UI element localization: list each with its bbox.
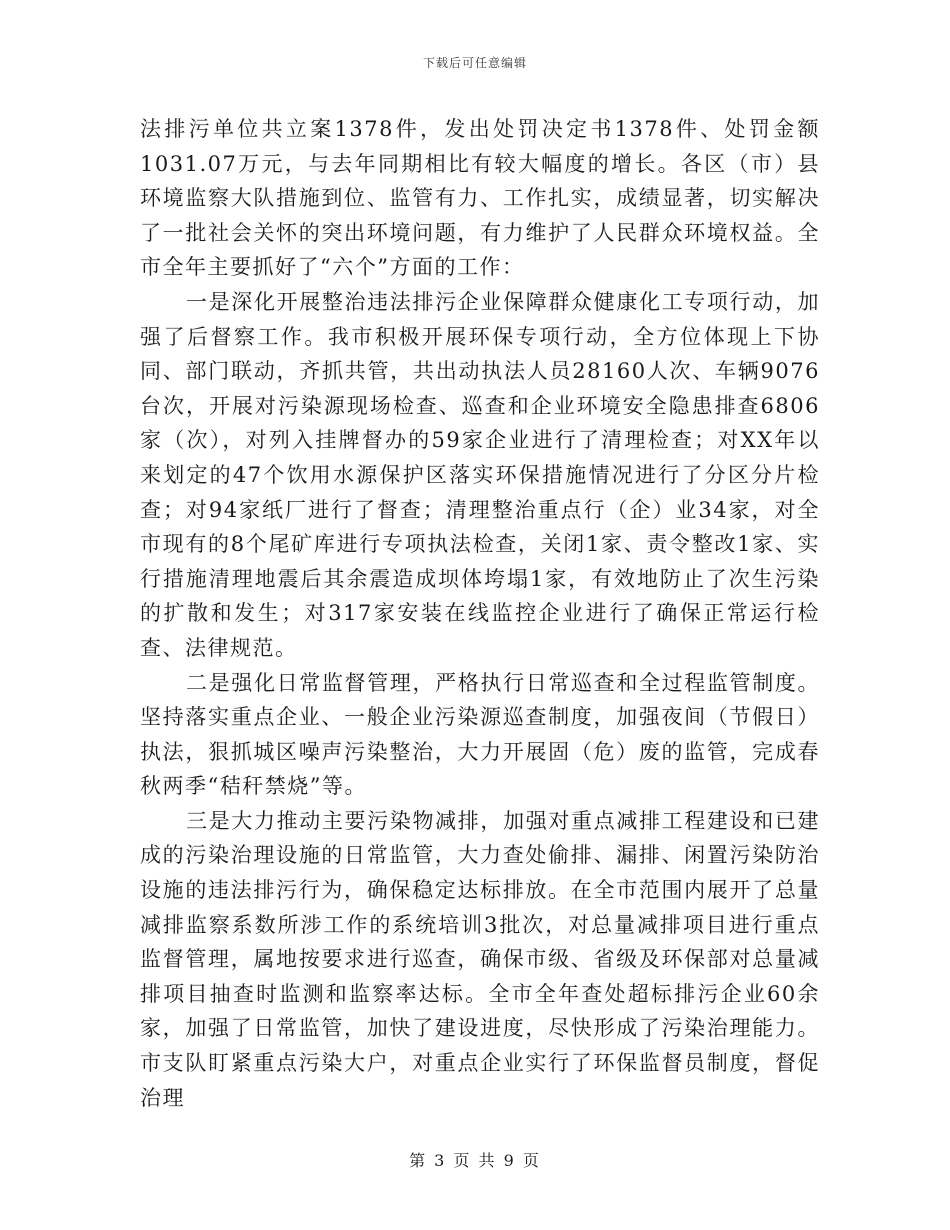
page-header-note: 下载后可任意编辑 [422,56,527,70]
paragraph-item-three: 三是大力推动主要污染物减排，加强对重点减排工程建设和已建成的污染治理设施的日常监管，大力查处偷排、漏排、闲置污染防治设施的违法排污行为，确保稳定达标排放。在全市范围内展开了总量减排监察系数所涉工作的系统培训3批次，对总量减排项目进行重点监督管理，属地按要求进行巡查，确保市级、省级及环保部对总量减排项目抽查时监测和监察率达标。全市全年查处超标排污企业60余家，加强了日常监管，加快了建设进度，尽快形成了污染治理能力。市支队盯紧重点污染大户，对重点企业实行了环保监督员制度，督促治理 [140,808,820,1110]
paragraph-item-one: 一是深化开展整治违法排污企业保障群众健康化工专项行动，加强了后督察工作。我市积极开展环保专项行动，全方位体现上下协同、部门联动，齐抓共管，共出动执法人员28160人次、车辆9076台次，开展对污染源现场检查、巡查和企业环境安全隐患排查6806家（次），对列入挂牌督办的59家企业进行了清理检查；对XX年以来划定的47个饮用水源保护区落实环保措施情况进行了分区分片检查；对94家纸厂进行了督查；清理整治重点行（企）业34家，对全市现有的8个尾矿库进行专项执法检查，关闭1家、责令整改1家、实行措施清理地震后其余震造成坝体垮塌1家，有效地防止了次生污染的扩散和发生；对317家安装在线监控企业进行了确保正常运行检查、法律规范。 [140,289,820,660]
document-body [140,112,820,1115]
paragraph-continuation: 法排污单位共立案1378件，发出处罚决定书1378件、处罚金额1031.07万元，与去年同期相比有较大幅度的增长。各区（市）县环境监察大队措施到位、监管有力、工作扎实，成绩显著，切实解决了一批社会关怀的突出环境问题，有力维护了人民群众环境权益。全市全年主要抓好了“六个”方面的工作： [140,117,820,280]
paragraph-item-two: 二是强化日常监督管理，严格执行日常巡查和全过程监管制度。坚持落实重点企业、一般企业污染源巡查制度，加强夜间（节假日）执法，狠抓城区噪声污染整治，大力开展固（危）废的监管，完成春秋两季“秸秆禁烧”等。 [140,670,820,799]
page-number: 第 3 页 共 9 页 [409,1151,541,1170]
